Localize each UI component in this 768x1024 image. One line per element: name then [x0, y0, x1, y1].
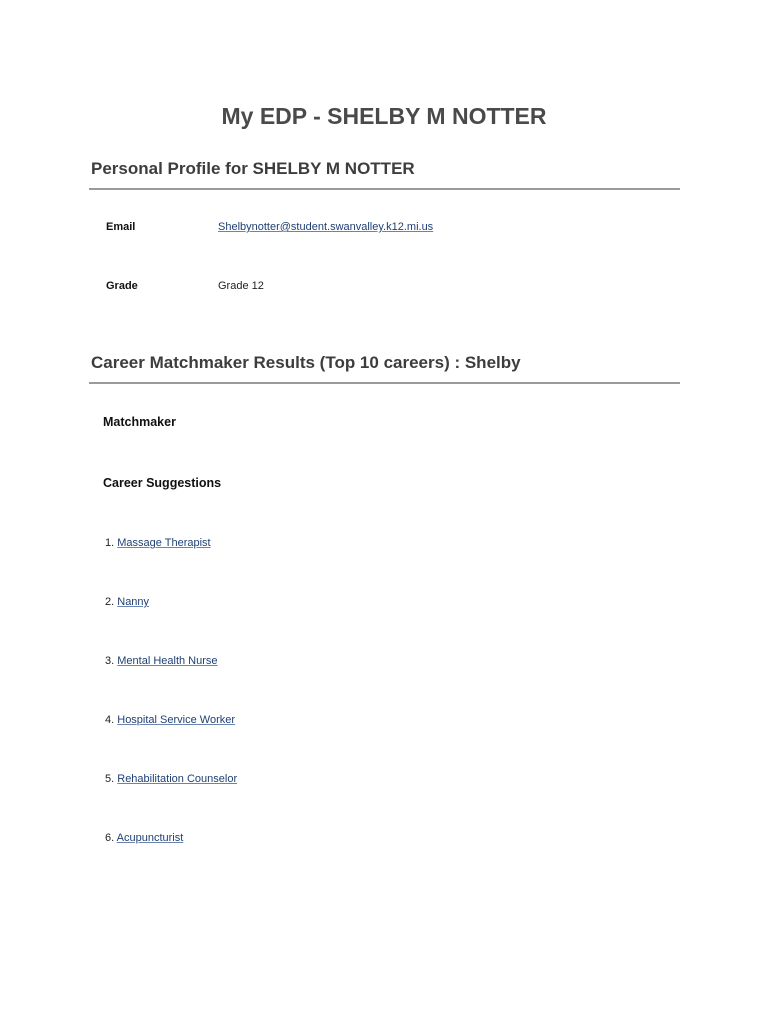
career-list-item: [105, 594, 149, 610]
email-link[interactable]: Shelbynotter@student.swanvalley.k12.mi.us: [218, 221, 434, 233]
personal-profile-heading: Personal Profile for SHELBY M NOTTER: [91, 159, 415, 178]
career-number: 4.: [105, 714, 115, 726]
career-number: 1.: [105, 537, 115, 549]
email-value: [218, 219, 433, 235]
career-number: 6.: [105, 832, 115, 844]
career-list-item: [105, 830, 183, 846]
grade-value: Grade 12: [218, 280, 264, 292]
grade-label: Grade: [106, 280, 138, 292]
career-number: 2.: [105, 596, 115, 608]
career-matchmaker-heading: Career Matchmaker Results (Top 10 careers) : Shelby: [91, 353, 521, 372]
career-list-item: [105, 535, 211, 551]
email-label: Email: [106, 221, 136, 233]
career-link[interactable]: Rehabilitation Counselor: [117, 773, 238, 785]
career-list-item: [105, 653, 218, 669]
career-list-item: [105, 712, 235, 728]
career-link[interactable]: Massage Therapist: [117, 537, 211, 549]
matchmaker-subheading: Matchmaker: [103, 415, 176, 429]
section-divider: [89, 188, 680, 190]
section-divider: [89, 382, 680, 384]
career-link[interactable]: Mental Health Nurse: [117, 655, 218, 667]
career-link[interactable]: Hospital Service Worker: [117, 714, 236, 726]
career-link[interactable]: Nanny: [117, 596, 150, 608]
page-title: My EDP - SHELBY M NOTTER: [221, 103, 547, 129]
career-link[interactable]: Acupuncturist: [116, 832, 184, 844]
career-list-item: [105, 771, 237, 787]
career-number: 5.: [105, 773, 115, 785]
career-suggestions-heading: Career Suggestions: [103, 476, 222, 490]
career-number: 3.: [105, 655, 115, 667]
